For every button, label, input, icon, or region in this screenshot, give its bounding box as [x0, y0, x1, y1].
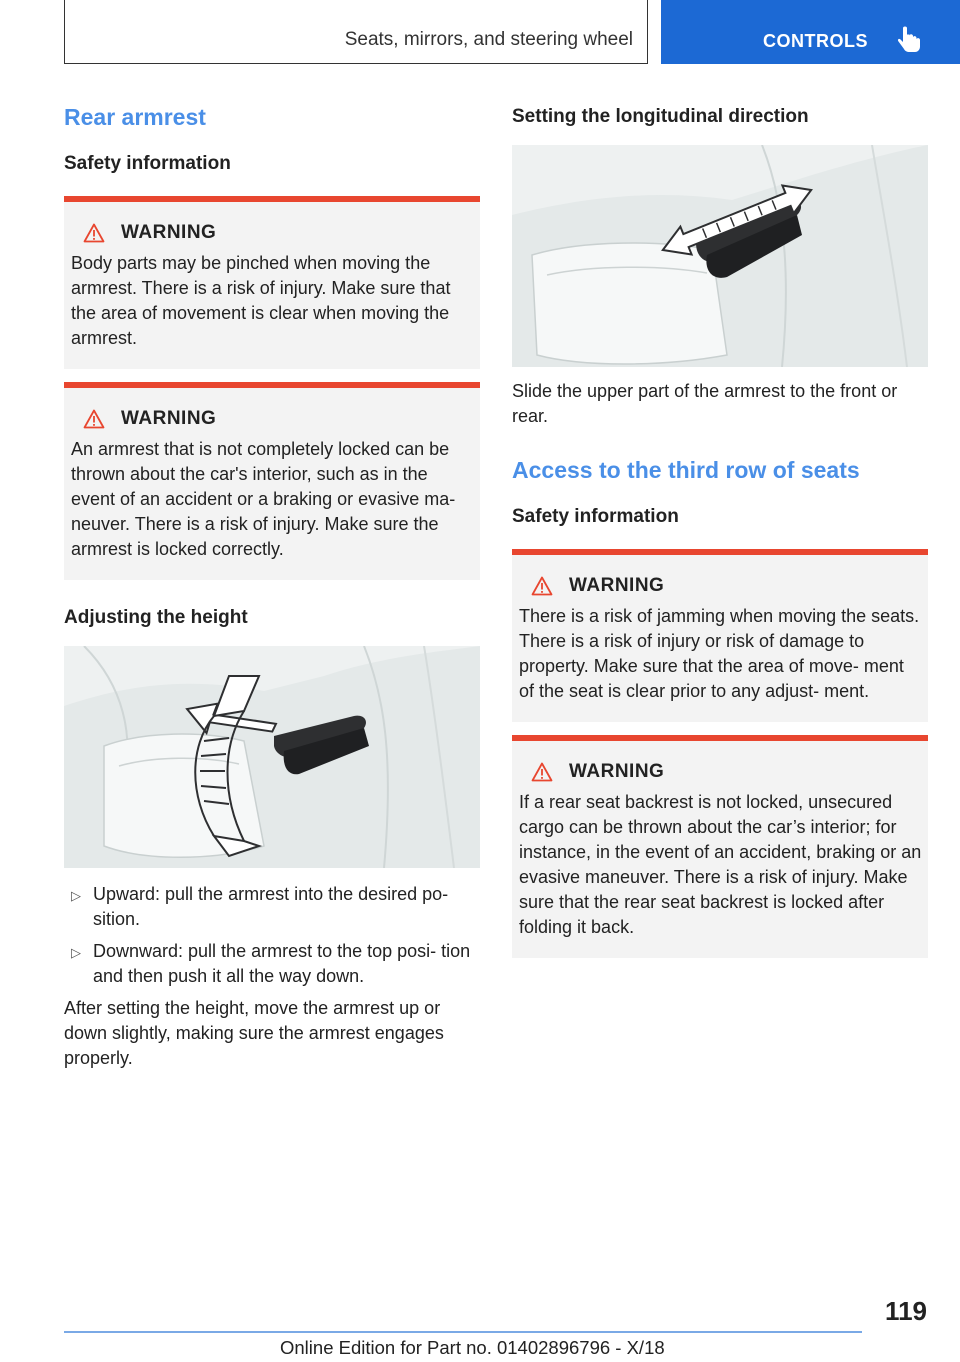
height-steps-list	[64, 882, 480, 989]
safety-information-heading: Safety information	[512, 506, 679, 527]
left-column	[64, 100, 480, 1071]
triangle-bullet-icon: ▷	[71, 945, 81, 960]
after-setting-paragraph: After setting the height, move the armrest up or down slightly, making sure the armrest engages properly.	[64, 998, 444, 1068]
list-item	[64, 882, 480, 932]
longitudinal-direction-heading: Setting the longitudinal direction	[512, 106, 809, 127]
triangle-bullet-icon: ▷	[71, 888, 81, 903]
pointing-hand-icon	[897, 26, 921, 54]
warning-title: WARNING	[569, 575, 665, 596]
safety-information-heading: Safety information	[64, 153, 231, 174]
warning-triangle-icon	[531, 762, 553, 782]
warning-triangle-icon	[531, 576, 553, 596]
adjusting-height-heading: Adjusting the height	[64, 607, 248, 628]
section-title-rear-armrest: Rear armrest	[64, 104, 206, 130]
warning-title: WARNING	[121, 408, 217, 429]
warning-box	[64, 382, 480, 580]
warning-triangle-icon	[83, 409, 105, 429]
warning-box	[512, 735, 928, 958]
warning-text: Body parts may be pinched when moving the armrest. There is a risk of injury. Make sure that the area of movement is clear when moving the armrest.	[71, 253, 451, 348]
right-column	[512, 100, 928, 958]
warning-title: WARNING	[569, 761, 665, 782]
warning-triangle-icon	[83, 223, 105, 243]
warning-title: WARNING	[121, 222, 217, 243]
section-title-third-row: Access to the third row of seats	[512, 457, 860, 483]
edition-footer: Online Edition for Part no. 01402896796 - X/18	[280, 1337, 665, 1358]
warning-text: If a rear seat backrest is not locked, unsecured cargo can be thrown about the car’s interior; for instance, in the event of an accident, braking or an evasive maneuver. There is a risk of injury. Make sure that the rear seat backrest is locked after folding it back.	[519, 792, 922, 937]
footer-divider	[64, 1331, 862, 1333]
section-tab-label: CONTROLS	[763, 31, 868, 51]
list-item	[64, 939, 480, 989]
chapter-header	[64, 0, 648, 64]
warning-box	[512, 549, 928, 722]
warning-text: There is a risk of jamming when moving the seats. There is a risk of injury or risk of damage to property. Make sure that the area of move‐ ment of the seat is clear prior to any adjust‐ ment.	[519, 606, 920, 701]
chapter-title: Seats, mirrors, and steering wheel	[344, 29, 633, 50]
section-tab-controls[interactable]	[661, 0, 960, 64]
slide-instruction: Slide the upper part of the armrest to the front or rear.	[512, 381, 898, 426]
armrest-longitudinal-illustration	[512, 145, 928, 367]
list-item-text: Downward: pull the armrest to the top posi‐ tion and then push it all the way down.	[93, 941, 471, 986]
warning-text: An armrest that is not completely locked can be thrown about the car's interior, such as in the event of an accident or a braking or evasive ma‐ neuver. There is a risk of injury. Make sure the armrest is locked correctly.	[71, 439, 456, 559]
page-number: 119	[885, 1296, 927, 1326]
armrest-height-illustration	[64, 646, 480, 868]
list-item-text: Upward: pull the armrest into the desired po‐ sition.	[93, 884, 449, 929]
warning-box	[64, 196, 480, 369]
